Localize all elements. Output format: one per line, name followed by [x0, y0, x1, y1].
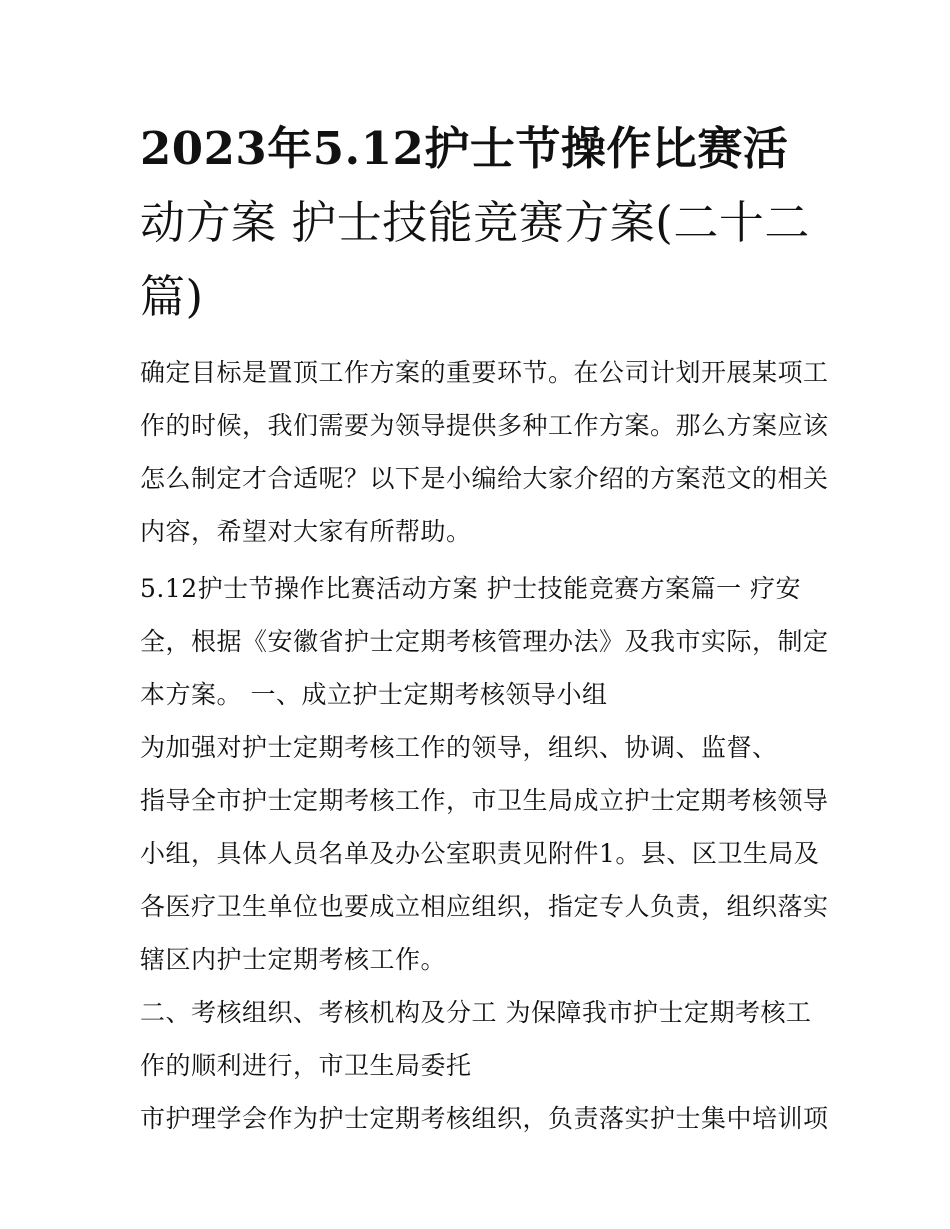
document-title [140, 112, 820, 334]
title-rest-part: 动方案 护士技能竞赛方案(二十二篇) [140, 196, 810, 323]
section-two-line: 辖区内护士定期考核工作。 [140, 945, 447, 974]
intro-line: 内容，希望对大家有所帮助。 [140, 517, 472, 546]
section-two-line: 为加强对护士定期考核工作的领导，组织、协调、监督、 [140, 733, 778, 762]
section-three-line: 二、考核组织、考核机构及分工 为保障我市护士定期考核工 [140, 998, 812, 1027]
section-three-line: 作的顺利进行，市卫生局委托 [140, 1051, 472, 1080]
section-two-paragraph [140, 721, 829, 986]
section-one-line: 本方案。 一、成立护士定期考核领导小组 [140, 680, 608, 709]
section-one-line: 5.12护士节操作比赛活动方案 护士技能竞赛方案篇一 疗安 [140, 574, 802, 603]
document-page [140, 112, 829, 1145]
intro-line: 确定目标是置顶工作方案的重要环节。在公司计划开展某项工 [140, 358, 829, 387]
section-two-line: 各医疗卫生单位也要成立相应组织，指定专人负责，组织落实 [140, 892, 829, 921]
section-one-line: 全，根据《安徽省护士定期考核管理办法》及我市实际，制定 [140, 627, 829, 656]
intro-paragraph [140, 346, 829, 558]
intro-line: 怎么制定才合适呢？以下是小编给大家介绍的方案范文的相关 [140, 464, 829, 493]
section-two-line: 指导全市护士定期考核工作，市卫生局成立护士定期考核领导 [140, 786, 829, 815]
intro-line: 作的时候，我们需要为领导提供多种工作方案。那么方案应该 [140, 411, 829, 440]
section-one-paragraph [140, 562, 829, 721]
section-three-paragraph [140, 986, 820, 1092]
section-four-line: 市护理学会作为护士定期考核组织，负责落实护士集中培训项 [140, 1104, 829, 1133]
section-two-line: 小组，具体人员名单及办公室职责见附件1。县、区卫生局及 [140, 839, 820, 868]
section-four-paragraph [140, 1092, 829, 1145]
title-bold-part: 2023年5.12护士节操作比赛活 [140, 122, 789, 175]
